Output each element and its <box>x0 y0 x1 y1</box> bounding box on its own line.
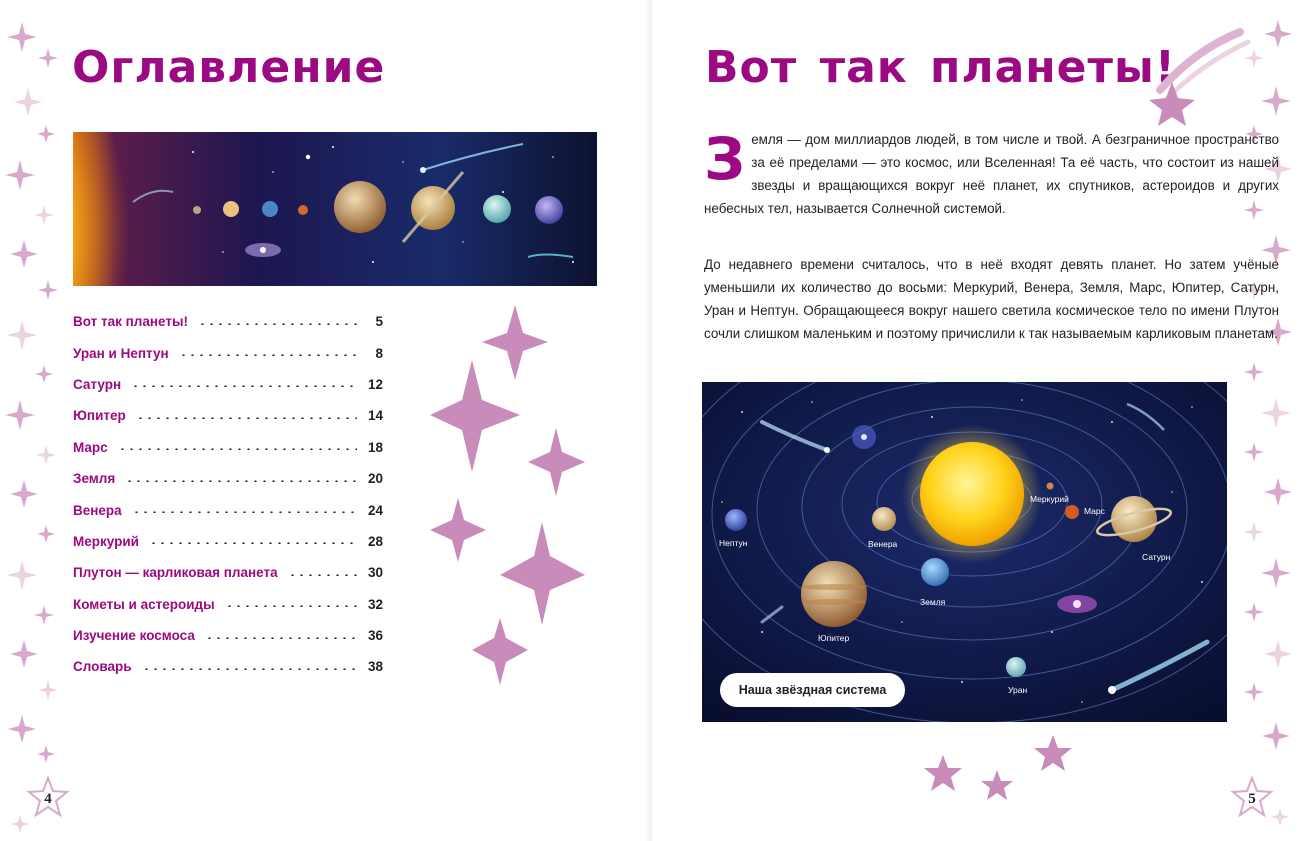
toc-heading: Оглавление <box>72 42 386 93</box>
toc-entry-title: Венера <box>73 503 126 518</box>
toc-entry[interactable] <box>73 400 383 431</box>
planet-label-mars: Марс <box>1084 506 1105 516</box>
toc-leader-dots <box>118 448 357 450</box>
toc-entry-title: Кометы и астероиды <box>73 597 219 612</box>
toc-leader-dots <box>142 668 357 670</box>
toc-entry-page: 32 <box>367 596 383 612</box>
planet-label-earth: Земля <box>920 597 946 607</box>
toc-entry[interactable] <box>73 557 383 588</box>
planet-label-jupiter: Юпитер <box>818 633 850 643</box>
table-of-contents <box>73 306 383 683</box>
shooting-star-icon <box>1140 20 1260 130</box>
toc-entry[interactable] <box>73 620 383 651</box>
toc-entry[interactable] <box>73 369 383 400</box>
toc-entry-title: Плутон — карликовая планета <box>73 565 282 580</box>
page-number-badge <box>1230 775 1274 819</box>
planet-label-venus: Венера <box>868 539 898 549</box>
toc-entry-title: Словарь <box>73 659 136 674</box>
toc-entry-page: 8 <box>375 345 383 361</box>
drop-cap-letter: З <box>704 125 746 193</box>
toc-entry[interactable] <box>73 526 383 557</box>
toc-leader-dots <box>132 511 357 513</box>
toc-entry-page: 38 <box>367 659 383 675</box>
image-caption: Наша звёздная система <box>720 673 905 707</box>
body-paragraph: До недавнего времени считалось, что в неё входят девять планет. Но затем учёные уменьшили их количество до восьми: Меркурий, Венера, Земля, Марс, Юпитер, Сатурн, Уран и Нептун. Обращающееся вокруг нашего светила космическое тело по имени Плутон сочли слишком маленьким и поэтому причислили к так называемым карликовым планетам. <box>704 257 1279 342</box>
toc-entry-title: Меркурий <box>73 534 143 549</box>
toc-entry-title: Марс <box>73 440 112 455</box>
section-heading: Вот так планеты! <box>705 42 1176 93</box>
toc-entry-title: Юпитер <box>73 408 130 423</box>
toc-entry-page: 24 <box>367 502 383 518</box>
toc-leader-dots <box>149 542 357 544</box>
toc-entry-title: Уран и Нептун <box>73 346 173 361</box>
page-number: 5 <box>1248 790 1256 807</box>
toc-entry[interactable] <box>73 306 383 337</box>
page-number-badge <box>26 775 70 819</box>
toc-entry[interactable] <box>73 432 383 463</box>
solar-system-illustration <box>702 382 1227 722</box>
toc-leader-dots <box>225 605 357 607</box>
toc-leader-dots <box>198 323 357 325</box>
toc-leader-dots <box>288 574 357 576</box>
page-number: 4 <box>44 790 52 807</box>
toc-entry[interactable] <box>73 337 383 368</box>
decorative-star-border-left-icon <box>0 0 60 841</box>
intro-text: емля — дом миллиардов людей, в том числе и твой. А безграничное пространство за её пределами — это космос, или Вселенная! Та её часть, что состоит из нашей звезды и вращающихся вокруг неё планет, их спутников, астероидов и других небесных тел, называется Солнечной системой. <box>704 132 1279 216</box>
toc-entry-page: 18 <box>367 439 383 455</box>
toc-entry-page: 12 <box>367 376 383 392</box>
pink-stars-cluster-icon <box>915 730 1075 810</box>
large-sparkle-stars-icon <box>420 300 600 700</box>
toc-entry-page: 14 <box>367 408 383 424</box>
toc-entry-title: Изучение космоса <box>73 628 199 643</box>
toc-entry-title: Земля <box>73 471 119 486</box>
toc-entry[interactable] <box>73 494 383 525</box>
planet-label-saturn: Сатурн <box>1142 552 1171 562</box>
toc-leader-dots <box>136 417 357 419</box>
toc-entry[interactable] <box>73 463 383 494</box>
right-page <box>650 0 1300 841</box>
toc-entry-page: 36 <box>367 628 383 644</box>
toc-entry[interactable] <box>73 589 383 620</box>
toc-entry-page: 5 <box>375 314 383 330</box>
toc-leader-dots <box>131 385 357 387</box>
toc-leader-dots <box>205 637 357 639</box>
planet-label-neptune: Нептун <box>719 538 748 548</box>
toc-entry-title: Сатурн <box>73 377 125 392</box>
planet-label-mercury: Меркурий <box>1030 494 1069 504</box>
toc-entry-page: 28 <box>367 533 383 549</box>
toc-entry[interactable] <box>73 651 383 682</box>
toc-entry-page: 20 <box>367 471 383 487</box>
toc-leader-dots <box>125 480 357 482</box>
toc-leader-dots <box>179 354 357 356</box>
solar-system-banner-image <box>73 132 597 286</box>
toc-entry-title: Вот так планеты! <box>73 314 192 329</box>
planet-label-uranus: Уран <box>1008 685 1028 695</box>
intro-paragraph <box>704 125 1279 220</box>
toc-entry-page: 30 <box>367 565 383 581</box>
